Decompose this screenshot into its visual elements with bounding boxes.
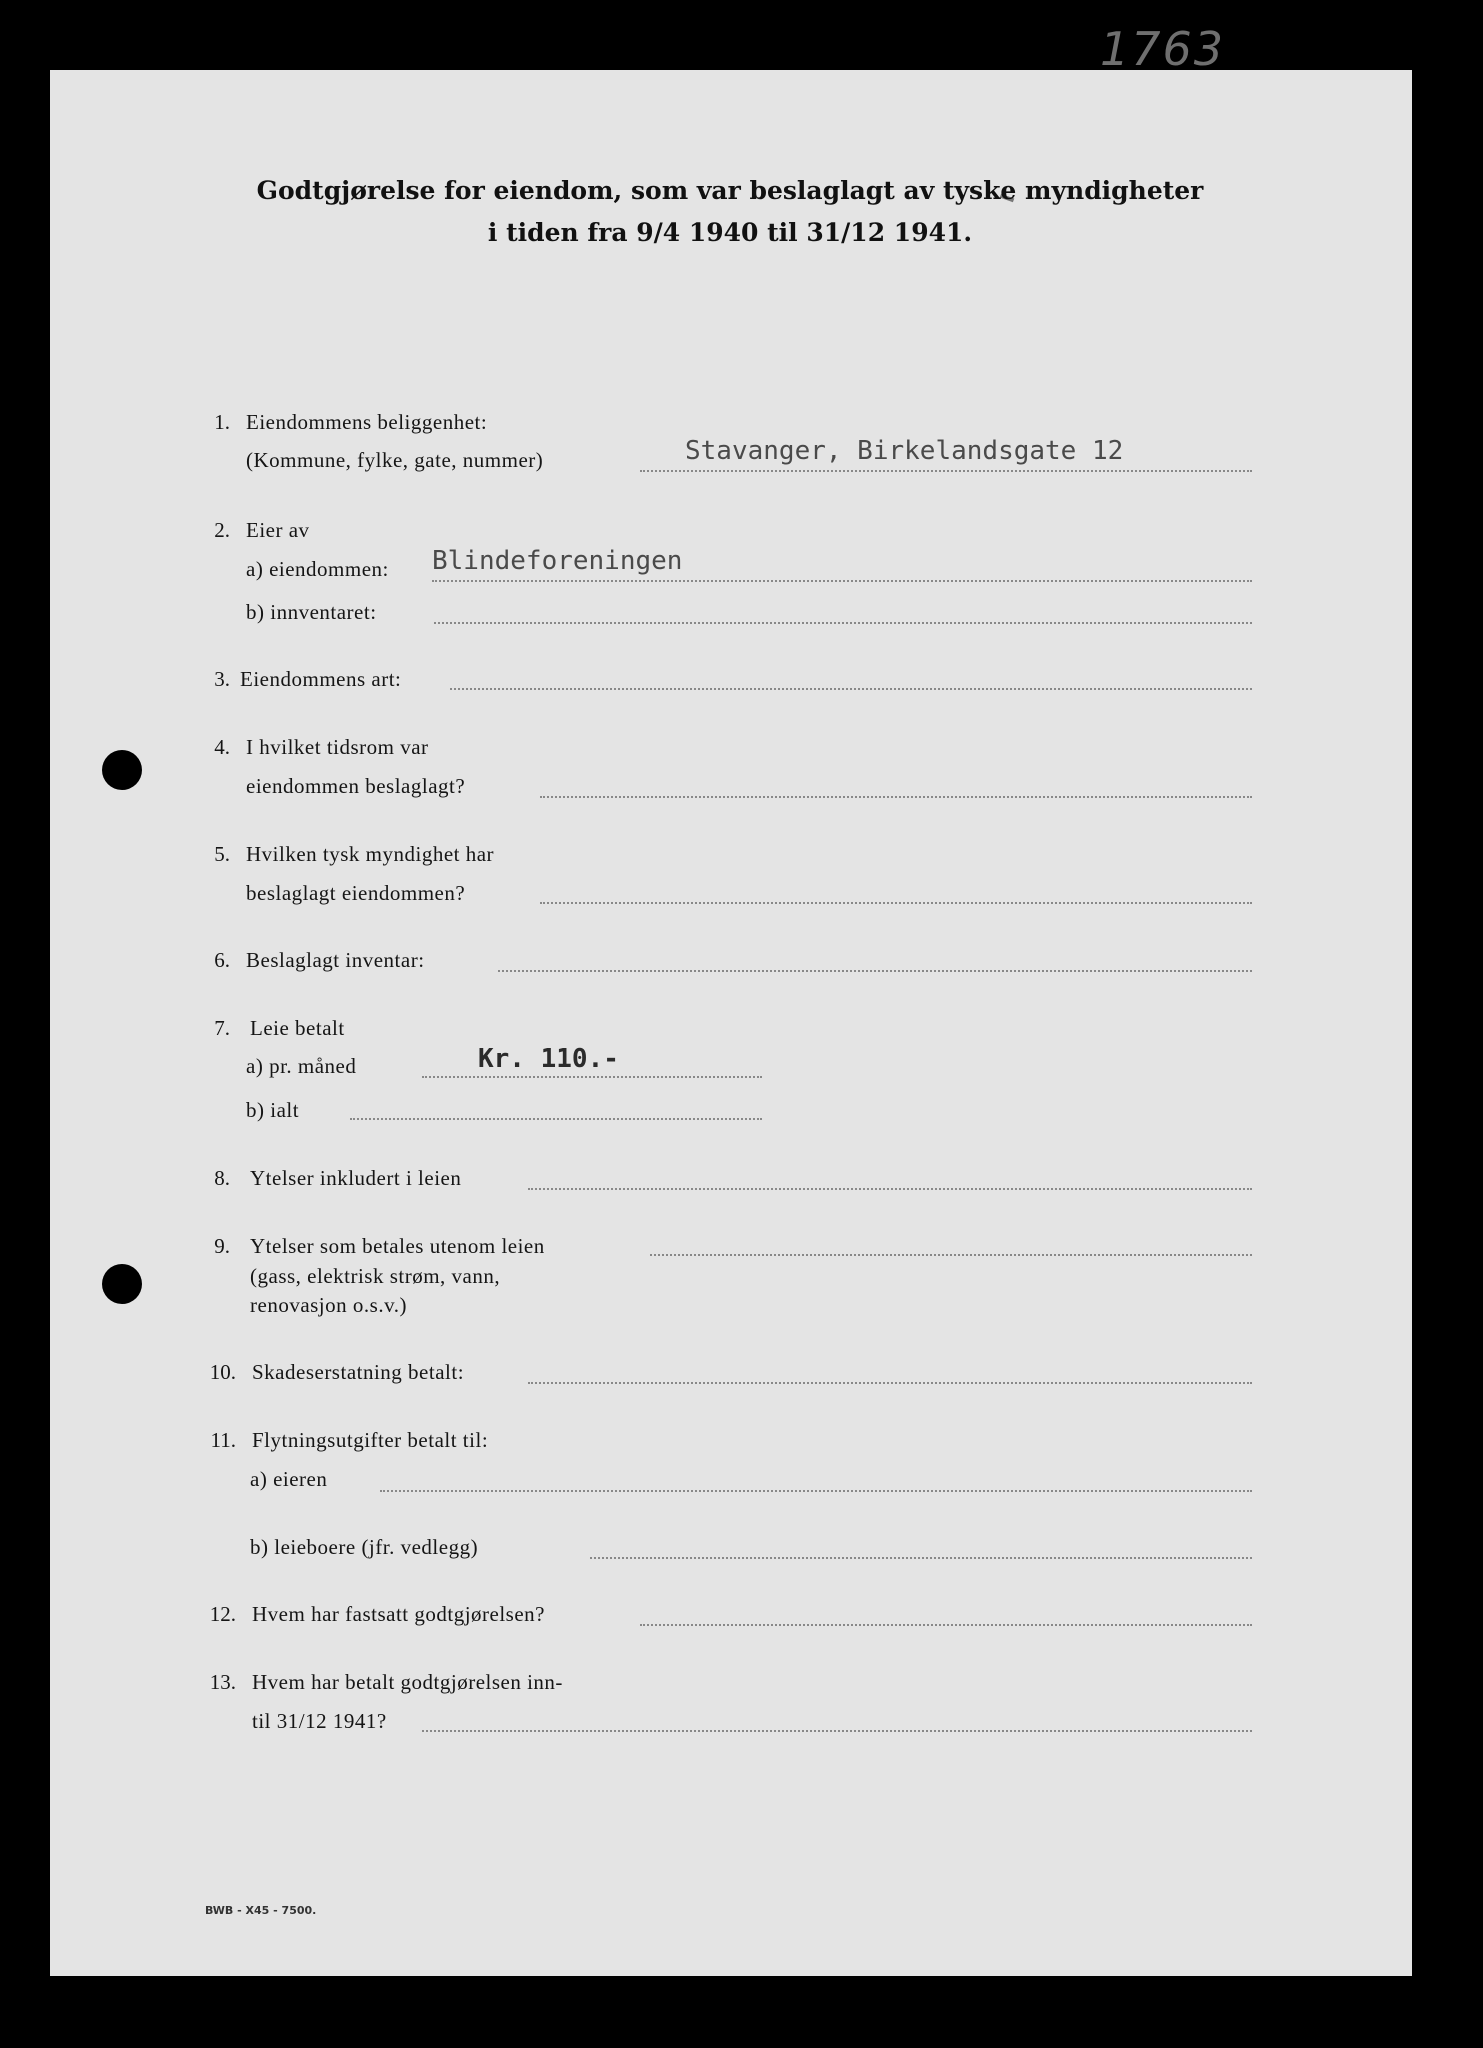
q4-number: 4. [214,735,230,759]
q2a-label: a) eiendommen: [246,557,389,581]
q4-label-2: eiendommen beslaglagt? [246,774,466,798]
q2a-answer-line [432,580,1252,582]
q3-label: Eiendommens art: [240,667,402,691]
q10-answer-line [528,1382,1252,1384]
q11-number: 11. [210,1428,236,1452]
q7a-answer: Kr. 110.- [478,1044,619,1074]
q9-label-1: Ytelser som betales utenom leien [250,1234,545,1258]
q5-number: 5. [214,842,230,866]
title-line-2: i tiden fra 9/4 1940 til 31/12 1941. [487,218,973,247]
q3-answer-line [450,688,1252,690]
q2-label: Eier av [246,518,310,542]
q9-number: 9. [214,1234,230,1258]
q9-answer-line [650,1254,1252,1256]
q7a-answer-line [422,1076,762,1078]
q11a-answer-line [380,1490,1252,1492]
q12-label: Hvem har fastsatt godtgjørelsen? [252,1602,545,1626]
q2a-answer: Blindeforeningen [432,546,683,576]
q7-number: 7. [214,1016,230,1040]
title-line-1: Godtgjørelse for eiendom, som var beslaglagt av tyske myndigheter [256,176,1204,205]
handwritten-number: 1763 [1100,22,1226,76]
q1-answer: Stavanger, Birkelandsgate 12 [685,436,1124,466]
q2b-label: b) innventaret: [246,600,377,624]
q12-answer-line [640,1624,1252,1626]
q11-label: Flytningsutgifter betalt til: [252,1428,489,1452]
punch-hole [102,1264,142,1304]
q6-label: Beslaglagt inventar: [246,948,425,972]
q13-label-2: til 31/12 1941? [252,1709,387,1733]
q5-label-2: beslaglagt eiendommen? [246,881,466,905]
q11b-answer-line [590,1557,1252,1559]
q13-answer-line [422,1730,1252,1732]
q8-label: Ytelser inkludert i leien [250,1166,462,1190]
form-title [180,170,1280,254]
q7a-label: a) pr. måned [246,1054,357,1078]
q11a-label: a) eieren [250,1467,328,1491]
q1-answer-line [640,470,1252,472]
q3-number: 3. [214,667,230,691]
q10-label: Skadeserstatning betalt: [252,1360,465,1384]
q2-number: 2. [214,518,230,542]
q6-number: 6. [214,948,230,972]
print-code: BWB - X45 - 7500. [205,1904,317,1917]
q8-answer-line [528,1188,1252,1190]
q8-number: 8. [214,1166,230,1190]
q13-label-1: Hvem har betalt godtgjørelsen inn- [252,1670,563,1694]
q5-answer-line [540,902,1252,904]
q10-number: 10. [209,1360,236,1384]
q2b-answer-line [434,622,1252,624]
q1-label-1: Eiendommens beliggenhet: [246,410,488,434]
q5-label-1: Hvilken tysk myndighet har [246,842,495,866]
q12-number: 12. [209,1602,236,1626]
q6-answer-line [498,970,1252,972]
punch-hole [102,750,142,790]
q11b-label: b) leieboere (jfr. vedlegg) [250,1535,479,1559]
q7-label: Leie betalt [250,1016,345,1040]
q4-label-1: I hvilket tidsrom var [246,735,429,759]
q4-answer-line [540,796,1252,798]
q1-label-2: (Kommune, fylke, gate, nummer) [246,448,544,472]
q7b-answer-line [350,1118,762,1120]
q9-label-2: (gass, elektrisk strøm, vann, [250,1264,501,1288]
q7b-label: b) ialt [246,1098,300,1122]
q13-number: 13. [209,1670,236,1694]
q9-label-3: renovasjon o.s.v.) [250,1293,407,1317]
q1-number: 1. [214,410,230,434]
